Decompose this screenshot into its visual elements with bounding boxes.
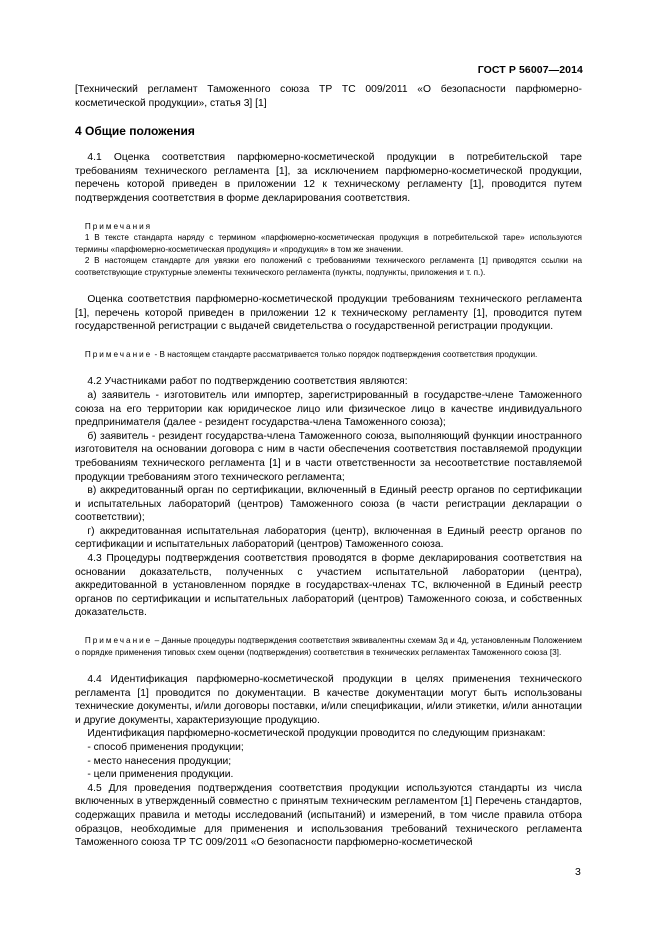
paragraph-assessment: Оценка соответствия парфюмерно-косметической продукции требованиям технического регламента [1], перечень которой приведен в приложении 12 к техническому регламенту [1], проводится путем государственной регистрации с выдачей свидетельства о государственной регистрации продукции. <box>75 294 582 333</box>
note-1: 1 В тексте стандарта наряду с термином «парфюмерно-косметическая продукция в потребительской таре» используются термины «парфюмерно-косметическая продукция» и «продукция» в том же значении. <box>75 233 582 254</box>
sign-item: - место нанесения продукции; <box>87 755 232 767</box>
notes-heading: Примечания <box>84 221 153 231</box>
participant-a: а) заявитель - изготовитель или импортер, зарегистрированный в государстве-члене Таможенного союза на его территории как юридическое лицо или физическое лицо в качестве индивидуального предпринимателя (далее - резидент государства-члена Таможенного союза); <box>75 389 582 429</box>
note-text: – Данные процедуры подтверждения соответствия эквивалентны схемам 3д и 4д, установленным Положением о порядке применения типовых схем оценки (подтверждения) соответствия в технических регламентах Таможенного союза [3]. <box>75 636 582 657</box>
participants-intro: 4.2 Участниками работ по подтверждению соответствия являются: <box>87 376 408 388</box>
page-number: 3 <box>575 866 581 878</box>
document-header: ГОСТ Р 56007—2014 <box>477 64 583 76</box>
note-2: 2 В настоящем стандарте для увязки его положений с требованиями технического регламента [1] приводятся ссылки на соответствующие структурные элементы технического регламента (пункты, подпункты, приложения и т. п.). <box>75 256 582 277</box>
sign-item: - цели применения продукции. <box>87 769 234 781</box>
participant-b: б) заявитель - резидент государства-члена Таможенного союза, выполняющий функции иностранного изготовителя на основании договора с ним в части обеспечения соответствия поставляемой продукции требованиям технического регламента [1] и в части ответственности за несоответствие поставляемой продукции требованиям этого технического регламента; <box>75 430 582 483</box>
participant-g: г) аккредитованная испытательная лаборатория (центр), включенная в Единый реестр органов по сертификации и испытательных лабораторий (центров) Таможенного союза. <box>75 525 582 551</box>
paragraph-4-3: 4.3 Процедуры подтверждения соответствия проводятся в форме декларирования соответствия на основании доказательств, полученных с участием испытательной лаборатории (центра), аккредитованной в установленном порядке в государствах-членах ТС, включенной в Единый реестр органов по сертификации и испытательных лабораторий (центров) Таможенного союза, и собственных доказательств. <box>75 553 582 619</box>
paragraph-4-2 <box>75 375 582 552</box>
paragraph-4-5: 4.5 Для проведения подтверждения соответствия продукции используются стандарты из числа включенных в утвержденный совместно с принятым техническим регламентом [1] Перечень стандартов, содержащих правила и методы исследований (испытаний) и измерений, в том числе правила отбора образцов, необходимые для применения и использования требований технического регламента Таможенного союза ТР ТС 009/2011 «О безопасности парфюмерно-косметической <box>75 782 582 849</box>
notes-block-1 <box>75 221 582 279</box>
signs-intro: Идентификация парфюмерно-косметической продукции проводится по следующим признакам: <box>87 728 546 740</box>
note-block-2 <box>75 349 582 361</box>
participant-v: в) аккредитованный орган по сертификации, включенный в Единый реестр органов по сертификации и испытательных лабораторий (центров) Таможенного союза (в части регистрации декларации о соответствии); <box>75 485 582 524</box>
note-label: Примечание <box>84 636 153 646</box>
paragraph-4-4 <box>75 673 582 782</box>
page-content <box>75 82 582 850</box>
note-label: Примечание <box>84 349 153 359</box>
identification-text: 4.4 Идентификация парфюмерно-косметической продукции в целях применения технического регламента [1] проводится по документации. В качестве документации могут быть использованы технические документы, и/или договоры поставки, и/или спецификации, и/или этикетки, и/или аннотации и другие документы, характеризующие продукцию. <box>75 674 582 726</box>
sign-item: - способ применения продукции; <box>87 742 244 753</box>
note-text: - В настоящем стандарте рассматривается только порядок подтверждения соответствия продукции. <box>152 349 538 359</box>
note-block-3 <box>75 635 582 658</box>
regulation-reference: [Технический регламент Таможенного союза ТР ТС 009/2011 «О безопасности парфюмерно-косметической продукции», статья 3] [1] <box>75 84 582 109</box>
paragraph-4-1: 4.1 Оценка соответствия парфюмерно-косметической продукции в потребительской таре требованиям технического регламента [1], за исключением парфюмерно-косметической продукции, перечень которой приведен в приложении 12 к техническому регламенту [1], проводится путем подтверждения соответствия в форме декларирования соответствия. <box>75 152 582 204</box>
section-title: 4 Общие положения <box>75 124 195 139</box>
